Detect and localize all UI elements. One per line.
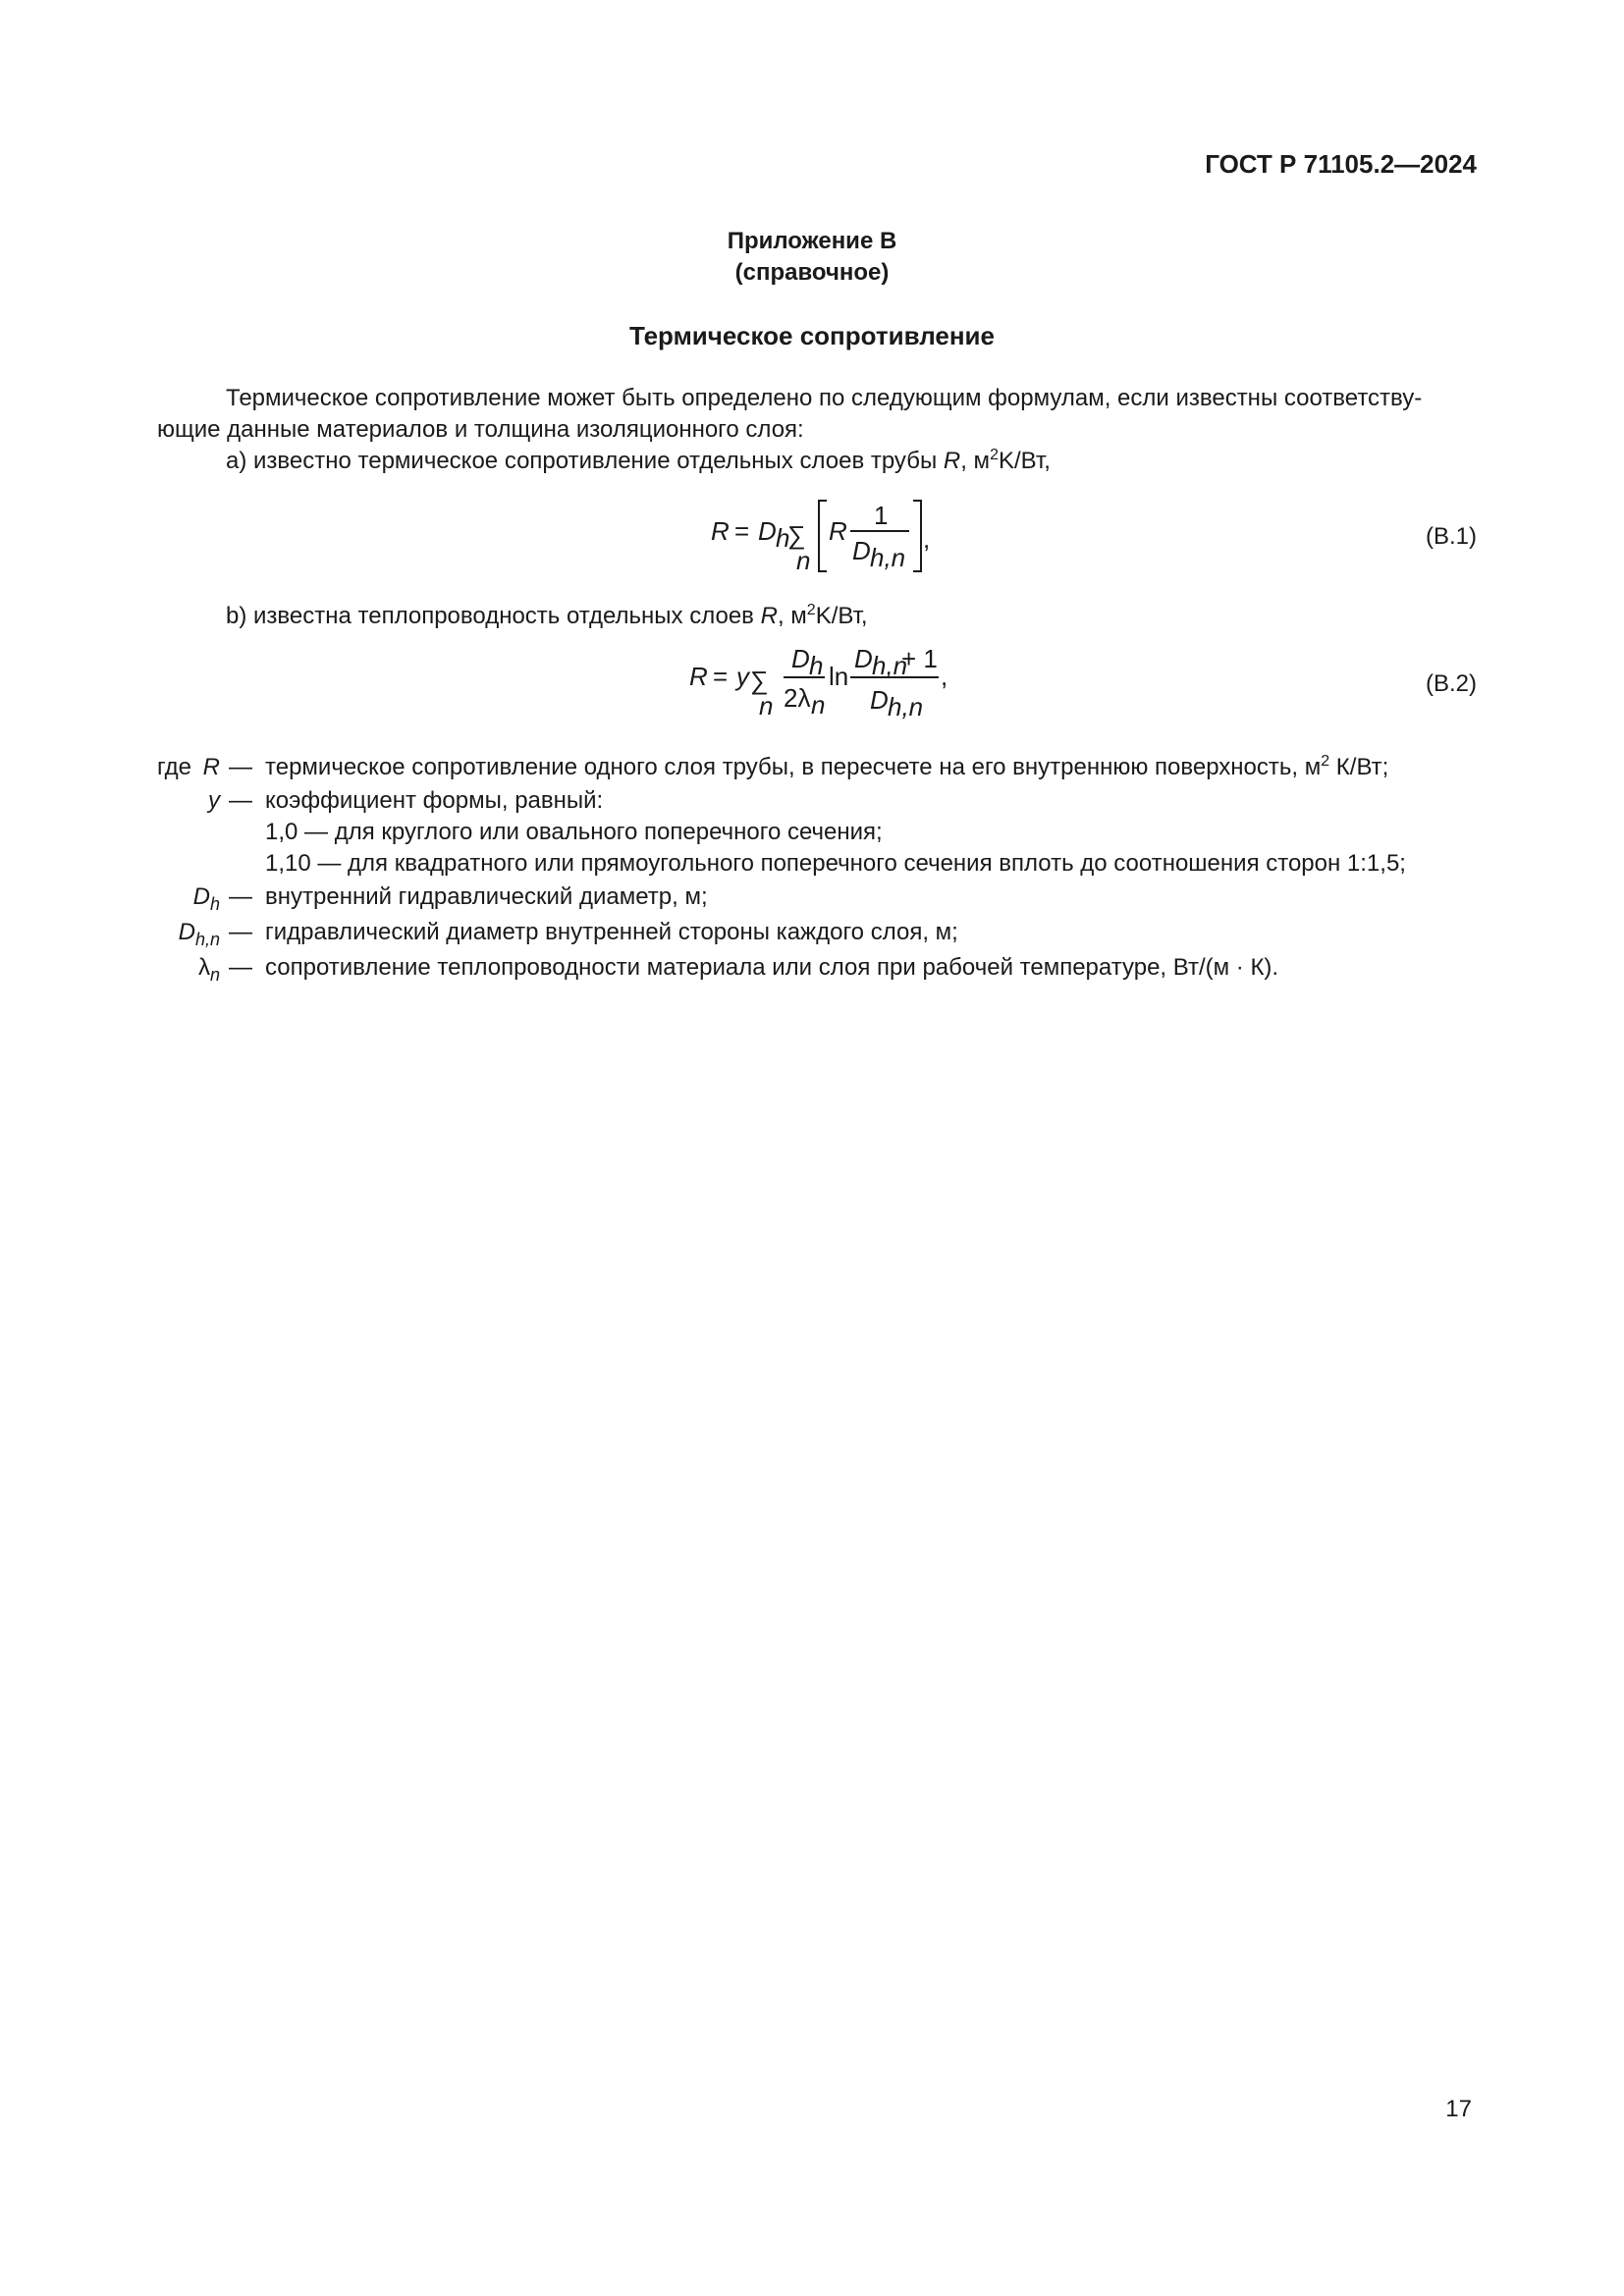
legend-symbol-lambda: $\lambda_n$ bbox=[197, 954, 220, 985]
page-number: 17 bbox=[1445, 2096, 1472, 2122]
legend-symbol-y: y bbox=[208, 787, 220, 814]
case-a-prefix: a) известно термическое сопротивление отдельных слоев трубы bbox=[226, 448, 944, 474]
equation-number-b2: (В.2) bbox=[1425, 670, 1477, 697]
legend-dash: — bbox=[229, 787, 252, 814]
annex-title: Приложение В bbox=[727, 228, 897, 254]
legend-symbol-dh: $D_h$ bbox=[192, 883, 220, 914]
svg-text:2λ: 2λ bbox=[784, 683, 811, 713]
legend-text-dh: внутренний гидравлический диаметр, м; bbox=[265, 883, 708, 910]
annex-kind: (справочное) bbox=[734, 259, 890, 286]
legend-text-r: термическое сопротивление одного слоя трубы, в пересчете на его внутреннюю поверхность, $м^2$ К/Вт; bbox=[265, 753, 1389, 780]
svg-text:1: 1 bbox=[874, 501, 889, 530]
svg-text:,: , bbox=[941, 662, 948, 691]
equation-number-b1: (В.1) bbox=[1425, 523, 1477, 550]
intro-line-2: ющие данные материалов и толщина изоляционного слоя: bbox=[157, 416, 804, 443]
case-a-text bbox=[226, 446, 1051, 477]
legend-text-y: коэффициент формы, равный: bbox=[265, 787, 604, 814]
legend-text-dhn: гидравлический диаметр внутренней стороны каждого слоя, м; bbox=[265, 919, 958, 945]
case-b-unit-exponent: 2 bbox=[806, 602, 816, 618]
case-a-unit: , м bbox=[960, 448, 991, 474]
svg-text:D: D bbox=[758, 516, 777, 546]
legend-symbol-dhn: $D_{h,n}$ bbox=[178, 919, 220, 949]
case-a-unit-exponent: 2 bbox=[990, 447, 999, 463]
case-a-unit-tail: K/Вт, bbox=[998, 448, 1051, 474]
y-value-round: 1,0 — для круглого или овального поперечного сечения; bbox=[265, 819, 883, 845]
svg-text:h,n: h,n bbox=[872, 651, 908, 680]
svg-text:D: D bbox=[791, 644, 810, 673]
svg-text:R: R bbox=[689, 662, 708, 691]
svg-text:R: R bbox=[711, 516, 730, 546]
svg-text:h: h bbox=[776, 523, 790, 553]
svg-text:h,n: h,n bbox=[888, 692, 924, 721]
document-code: ГОСТ Р 71105.2—2024 bbox=[1205, 149, 1477, 179]
legend-text-lambda: сопротивление теплопроводности материала или слоя при рабочей температуре, Вт/(м · К). bbox=[265, 954, 1279, 981]
legend-intro: где bbox=[157, 754, 192, 780]
legend-dash: — bbox=[229, 954, 252, 981]
case-b-unit: , м bbox=[777, 603, 807, 629]
svg-text:n: n bbox=[796, 546, 811, 575]
svg-text:h: h bbox=[809, 651, 824, 680]
case-b-unit-tail: K/Вт, bbox=[815, 603, 868, 629]
svg-text:h,n: h,n bbox=[870, 543, 906, 572]
section-heading: Термическое сопротивление bbox=[628, 321, 995, 350]
svg-text:D: D bbox=[870, 685, 889, 715]
svg-text:∑: ∑ bbox=[750, 666, 769, 695]
svg-text:n: n bbox=[811, 690, 826, 720]
case-b-variable: R bbox=[760, 603, 778, 629]
legend-symbol-r: R bbox=[202, 754, 220, 780]
case-b-prefix: b) известна теплопроводность отдельных слоев bbox=[226, 603, 761, 629]
svg-text:R: R bbox=[829, 516, 847, 546]
intro-line-1: Термическое сопротивление может быть определено по следующим формулам, если известны соответству- bbox=[226, 385, 1423, 411]
svg-text:=: = bbox=[713, 662, 729, 691]
legend-dash: — bbox=[229, 754, 252, 780]
legend-dash: — bbox=[229, 883, 252, 910]
equation-b1 bbox=[707, 491, 962, 589]
legend-dash: — bbox=[229, 919, 252, 945]
svg-text:,: , bbox=[923, 524, 931, 554]
svg-text:n: n bbox=[759, 691, 774, 721]
case-b-text bbox=[226, 601, 868, 632]
svg-text:=: = bbox=[734, 516, 750, 546]
svg-text:D: D bbox=[854, 644, 873, 673]
svg-text:y: y bbox=[736, 662, 749, 691]
svg-text:ln: ln bbox=[829, 662, 849, 691]
svg-text:D: D bbox=[852, 536, 871, 565]
equation-b2 bbox=[687, 640, 962, 730]
svg-text:∑: ∑ bbox=[787, 520, 806, 550]
case-a-variable: R bbox=[943, 448, 961, 474]
svg-text:+ 1: + 1 bbox=[901, 644, 938, 673]
y-value-square: 1,10 — для квадратного или прямоугольного поперечного сечения вплоть до соотношения сторон 1:1,5; bbox=[265, 850, 1406, 877]
